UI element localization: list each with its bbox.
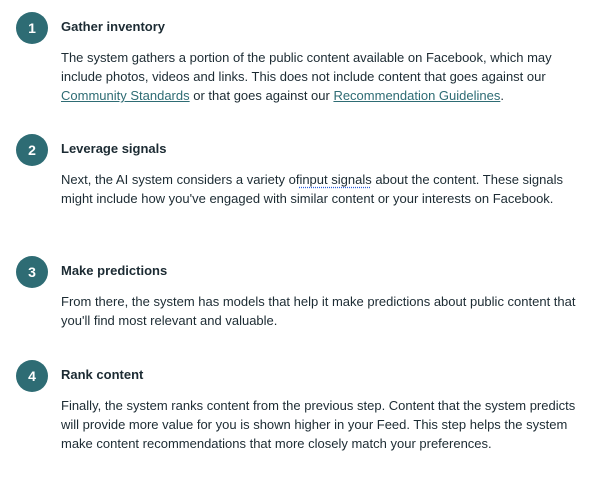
step-title: Gather inventory — [61, 19, 166, 34]
step-title: Make predictions — [61, 263, 168, 278]
step-title: Leverage signals — [61, 141, 167, 156]
input-signals-term: input signals — [299, 172, 372, 187]
step-text: Finally, the system ranks content from the previous step. Content that the system predicts will provide more value for you is shown higher in your Feed. This step helps the system make content recommendations that more closely match your preferences. — [61, 398, 576, 451]
step-number-badge: 3 — [16, 256, 48, 288]
community-standards-link[interactable]: Community Standards — [61, 88, 190, 103]
step-text: about the content. These signals might include how you've engaged with similar content or your interests on Facebook. — [61, 172, 563, 206]
step-title: Rank content — [61, 367, 144, 382]
step-description — [61, 170, 591, 208]
step-description — [61, 48, 591, 105]
step-number-badge: 2 — [16, 134, 48, 166]
step-number-badge: 1 — [16, 12, 48, 44]
step-text: From there, the system has models that help it make predictions about public content that you'll find most relevant and valuable. — [61, 294, 576, 328]
step-number-badge: 4 — [16, 360, 48, 392]
step-description — [61, 396, 591, 453]
step-text: Next, the AI system considers a variety of — [61, 172, 300, 187]
step-text: The system gathers a portion of the public content available on Facebook, which may include photos, videos and links. This does not include content that goes against our — [61, 50, 552, 84]
step-description — [61, 292, 591, 330]
step-text: or that goes against our — [189, 88, 334, 103]
step-text: . — [500, 88, 504, 103]
recommendation-guidelines-link[interactable]: Recommendation Guidelines — [333, 88, 501, 103]
